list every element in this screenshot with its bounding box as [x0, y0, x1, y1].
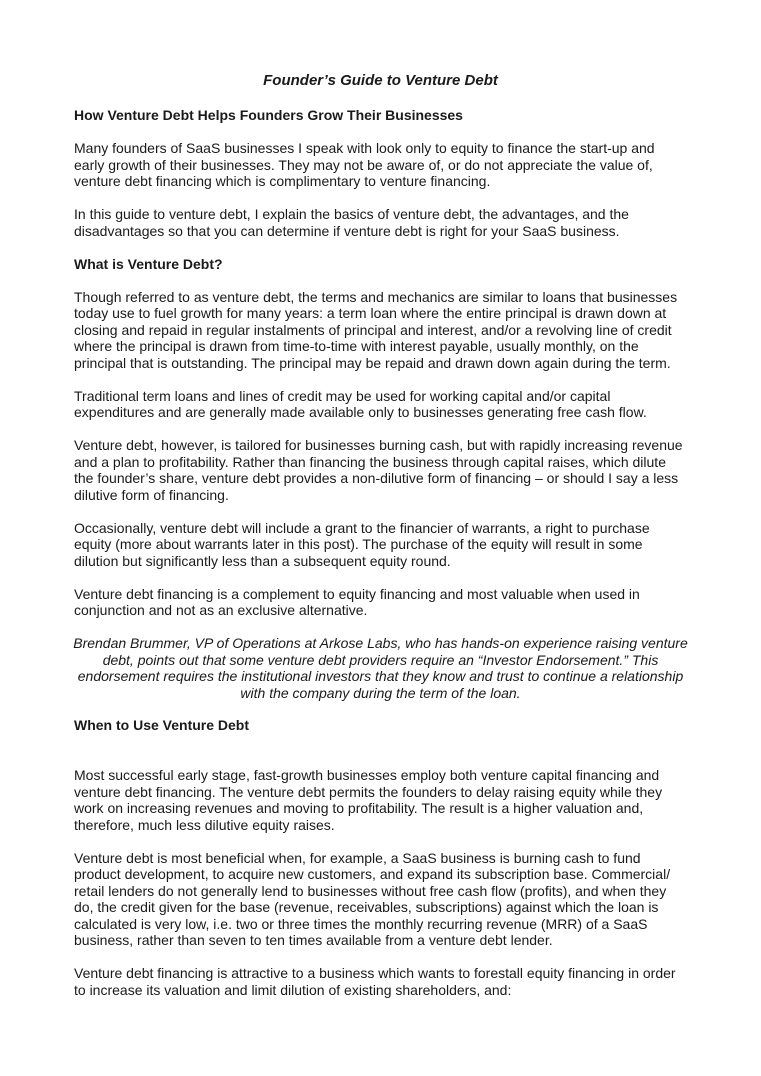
paragraph: Venture debt financing is a complement to equity financing and most valuable when used in conjunction and not as an exclusive alternative.	[74, 585, 640, 618]
paragraph: Traditional term loans and lines of credit may be used for working capital and/or capital expenditures and are generally made available only to businesses generating free cash flow.	[74, 387, 647, 420]
paragraph: Most successful early stage, fast-growth businesses employ both venture capital financing and venture debt financing. The venture debt permits the founders to delay raising equity while they work on increasing revenues and moving to profitability. The result is a higher valuation and, therefore, much less dilutive equity raises.	[74, 767, 663, 833]
paragraph: Venture debt financing is attractive to a business which wants to forestall equity financing in order to increase its valuation and limit dilution of existing shareholders, and:	[74, 965, 676, 998]
section-heading-when-to-use-venture-debt: When to Use Venture Debt	[74, 717, 250, 733]
section-heading-how-venture-debt-helps: How Venture Debt Helps Founders Grow Their Businesses	[74, 107, 463, 123]
paragraph: Many founders of SaaS businesses I speak with look only to equity to finance the start-up and early growth of their businesses. They may not be aware of, or do not appreciate the value of, venture debt financing which is complimentary to venture financing.	[74, 140, 655, 189]
block-quote: Brendan Brummer, VP of Operations at Arkose Labs, who has hands-on experience raising venture debt, points out that some venture debt providers require an “Investor Endorsement.” This endorsement requires the institutional investors that they know and trust to continue a relationship with the company during the term of the loan.	[73, 635, 688, 701]
paragraph: In this guide to venture debt, I explain the basics of venture debt, the advantages, and the disadvantages so that you can determine if venture debt is right for your SaaS business.	[74, 206, 629, 239]
document-title: Founder’s Guide to Venture Debt	[263, 72, 498, 89]
paragraph: Venture debt, however, is tailored for businesses burning cash, but with rapidly increasing revenue and a plan to profitability. Rather than financing the business through capital raises, which dilute the founder’s share, venture debt provides a non-dilutive form of financing – or should I say a less dilutive form of financing.	[74, 437, 683, 503]
section-heading-what-is-venture-debt: What is Venture Debt?	[74, 255, 223, 272]
spacer	[74, 750, 687, 767]
paragraph: Though referred to as venture debt, the terms and mechanics are similar to loans that businesses today use to fuel growth for many years: a term loan where the entire principal is drawn down at closing and repaid in regular instalments of principal and interest, and/or a revolving line of credit where the principal is drawn from time-to-time with interest payable, usually monthly, on the principal that is outstanding. The principal may be repaid and drawn down again during the term.	[74, 288, 678, 371]
paragraph: Occasionally, venture debt will include a grant to the financier of warrants, a right to purchase equity (more about warrants later in this post). The purchase of the equity will result in some dilution but significantly less than a subsequent equity round.	[74, 519, 650, 569]
paragraph: Venture debt is most beneficial when, for example, a SaaS business is burning cash to fund product development, to acquire new customers, and expand its subscription base. Commercial/ retail lenders do not generally lend to businesses without free cash flow (profits), and when they do, the credit given for the base (revenue, receivables, subscriptions) against which the loan is calculated is very low, i.e. two or three times the monthly recurring revenue (MRR) of a SaaS business, rather than seven to ten times available from a venture debt lender.	[74, 849, 671, 948]
